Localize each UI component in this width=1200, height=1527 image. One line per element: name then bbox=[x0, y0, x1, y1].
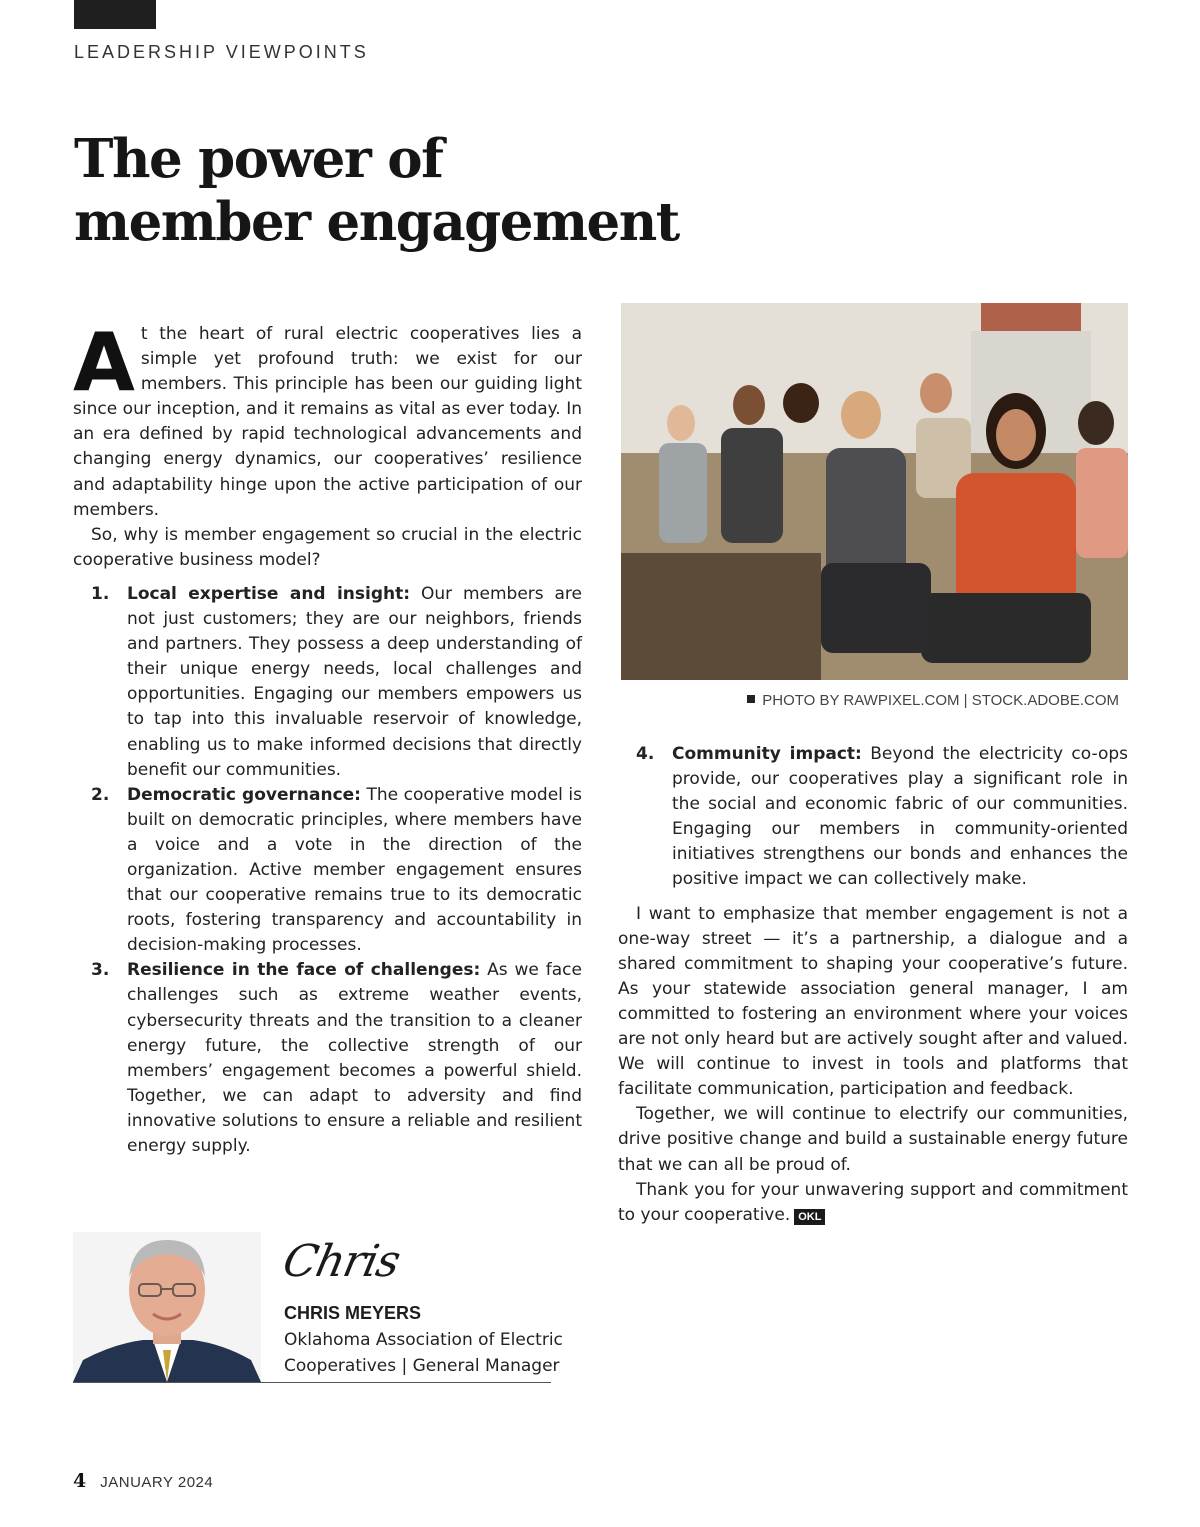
right-column bbox=[618, 742, 1128, 1228]
list-item-text: Beyond the electricity co-ops provide, our cooperatives play a significant role in the social and economic fabric of our communities. Engaging our members in community-oriented initiatives strengthens our bonds and enhances the positive impact we can collectively make. bbox=[672, 744, 1128, 890]
engagement-points-list-continued bbox=[618, 742, 1128, 893]
list-item-text: Our members are not just customers; they are our neighbors, friends and partners. They possess a deep understanding of their unique energy needs, local challenges and opportunities. Engaging our members empowers us to tap into this invaluable reservoir of knowledge, enabling us to make informed decisions that directly benefit our communities. bbox=[127, 583, 583, 780]
list-item bbox=[73, 958, 582, 1159]
list-number: 4. bbox=[636, 744, 655, 764]
end-mark-badge: OKL bbox=[794, 1209, 825, 1225]
author-signature: Chris bbox=[278, 1236, 405, 1287]
intro-text: t the heart of rural electric cooperatives lies a simple yet profound truth: we exist for our members. This principle has been our guiding light since our inception, and it remains as vital as ever today. In an era defined by rapid technological advancements and changing energy dynamics, our cooperatives’ resilience and adaptability hinge upon the active participation of our members. bbox=[73, 324, 582, 520]
photo-credit bbox=[747, 692, 1119, 709]
title-line-1: The power of bbox=[74, 128, 443, 190]
photo-credit-text: PHOTO BY RAWPIXEL.COM | STOCK.ADOBE.COM bbox=[762, 692, 1119, 709]
list-item-title: Democratic governance: bbox=[127, 784, 361, 805]
closing-paragraph bbox=[618, 1178, 1128, 1228]
list-number: 1. bbox=[91, 583, 110, 604]
question-paragraph: So, why is member engagement so crucial in the electric cooperative business model? bbox=[73, 524, 582, 570]
title-line-2: member engagement bbox=[74, 191, 679, 253]
closing-paragraph: Together, we will continue to electrify our communities, drive positive change and build a sustainable energy future that we can all be proud of. bbox=[618, 1104, 1128, 1175]
list-item-text: The cooperative model is built on democratic principles, where members have a voice and a vote in the direction of the organization. Active member engagement ensures that our cooperative remains true to its democratic roots, fostering transparency and accountability in decision-making processes. bbox=[127, 784, 582, 956]
engagement-points-list bbox=[73, 582, 582, 1159]
author-title-line-2: Cooperatives | General Manager bbox=[284, 1356, 560, 1376]
section-label: LEADERSHIP VIEWPOINTS bbox=[74, 42, 369, 62]
list-number: 3. bbox=[91, 960, 110, 981]
closing-paragraph: I want to emphasize that member engagement is not a one-way street — it’s a partnership, a dialogue and a shared commitment to shaping your cooperative’s future. As your statewide association general manager, I am committed to fostering an environment where your voices are not only heard but are actively sought after and valued. We will continue to invest in tools and platforms that facilitate communication, participation and feedback. bbox=[618, 903, 1128, 1100]
audience-photo-illustration bbox=[621, 303, 1128, 680]
author-name: CHRIS MEYERS bbox=[284, 1303, 422, 1323]
left-column bbox=[73, 316, 583, 1159]
audience-photo bbox=[621, 303, 1128, 680]
list-item bbox=[73, 783, 582, 959]
list-item bbox=[618, 742, 1128, 893]
drop-cap: A bbox=[73, 316, 135, 409]
intro-paragraph bbox=[73, 316, 582, 523]
author-divider bbox=[73, 1382, 551, 1383]
header-bar bbox=[74, 0, 156, 29]
page-number: 4 bbox=[73, 1470, 87, 1492]
list-item-text: As we face challenges such as extreme weather events, cybersecurity threats and the transition to a cleaner energy future, the collective strength of our members’ engagement becomes a powerful shield. Together, we can adapt to adversity and find innovative solutions to ensure a reliable and resilient energy supply. bbox=[127, 960, 582, 1156]
page-footer bbox=[73, 1470, 213, 1492]
list-item-title: Local expertise and insight: bbox=[127, 583, 411, 604]
list-item-title: Resilience in the face of challenges: bbox=[127, 960, 481, 981]
credit-bullet-icon bbox=[747, 695, 755, 703]
author-portrait-illustration bbox=[73, 1232, 261, 1382]
author-title bbox=[284, 1327, 564, 1379]
issue-date: JANUARY 2024 bbox=[100, 1474, 214, 1491]
author-title-line-1: Oklahoma Association of Electric bbox=[284, 1330, 563, 1350]
page-title bbox=[74, 128, 774, 254]
list-number: 2. bbox=[91, 784, 110, 805]
list-item-title: Community impact: bbox=[672, 744, 862, 764]
author-portrait bbox=[73, 1232, 261, 1382]
list-item bbox=[73, 582, 582, 783]
closing-text: Thank you for your unwavering support and commitment to your cooperative. bbox=[618, 1179, 1128, 1225]
